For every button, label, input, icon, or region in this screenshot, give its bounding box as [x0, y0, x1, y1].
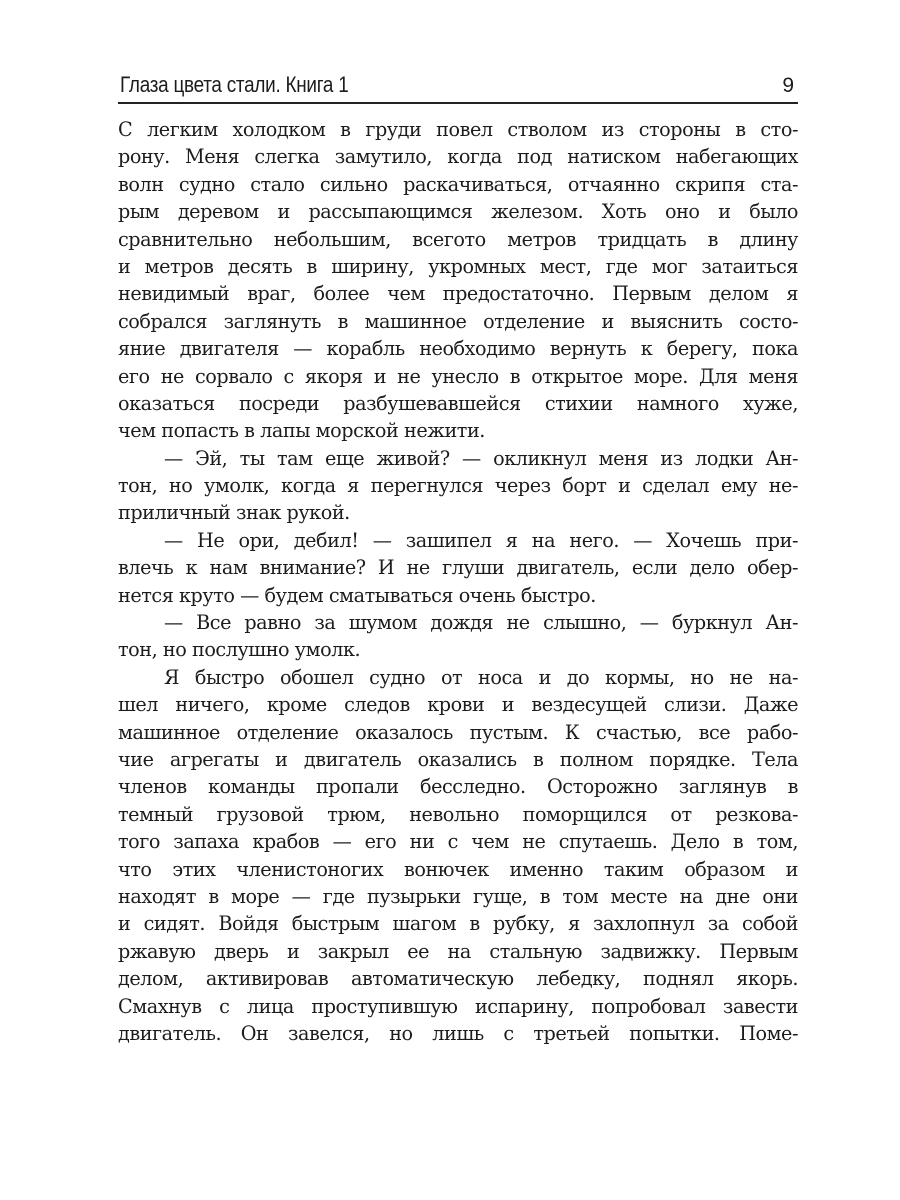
- running-title: Глаза цвета стали. Книга 1: [120, 72, 349, 97]
- text-line: — Не ори, дебил! — зашипел я на него. — Хочешь при-: [164, 528, 798, 552]
- running-header: [118, 68, 798, 104]
- text-line: темный грузовой трюм, невольно поморщился от резкова-: [118, 802, 798, 826]
- text-line: нется круто — будем сматываться очень быстро.: [118, 583, 596, 607]
- text-line: и метров десять в ширину, укромных мест, где мог затаиться: [118, 254, 798, 278]
- text-line: и сидят. Войдя быстрым шагом в рубку, я захлопнул за собой: [118, 912, 798, 936]
- text-line: Я быстро обошел судно от носа и до кормы, но не на-: [164, 665, 798, 689]
- text-line: невидимый враг, более чем предостаточно. Первым делом я: [118, 282, 798, 306]
- text-line: сравнительно небольшим, всегото метров тридцать в длину: [118, 227, 798, 251]
- text-line: рону. Меня слегка замутило, когда под натиском набегающих: [118, 145, 798, 169]
- text-line: С легким холодком в груди повел стволом из стороны в сто-: [118, 118, 798, 141]
- text-line: машинное отделение оказалось пустым. К счастью, все рабо-: [118, 720, 798, 744]
- text-line: ржавую дверь и закрыл ее на стальную задвижку. Первым: [118, 939, 798, 963]
- text-line: — Все равно за шумом дождя не слышно, — буркнул Ан-: [164, 611, 798, 635]
- text-line: делом, активировав автоматическую лебедку, поднял якорь.: [118, 967, 798, 991]
- text-line: членов команды пропали бесследно. Осторожно заглянув в: [118, 775, 798, 799]
- text-line: рым деревом и рассыпающимся железом. Хоть оно и было: [118, 200, 798, 224]
- text-line: яние двигателя — корабль необходимо вернуть к берегу, пока: [118, 337, 798, 361]
- text-line: двигатель. Он завелся, но лишь с третьей попытки. Поме-: [118, 1021, 798, 1045]
- text-line: приличный знак рукой.: [118, 501, 350, 525]
- text-line: — Эй, ты там еще живой? — окликнул меня из лодки Ан-: [164, 446, 798, 470]
- text-line: находят в море — где пузырьки гуще, в том месте на дне они: [118, 884, 798, 908]
- text-line: его не сорвало с якоря и не унесло в открытое море. Для меня: [118, 364, 798, 388]
- text-line: влечь к нам внимание? И не глуши двигатель, если дело обер-: [118, 556, 798, 580]
- text-line: тон, но послушно умолк.: [118, 638, 361, 662]
- text-line: Смахнув с лица проступившую испарину, попробовал завести: [118, 994, 798, 1018]
- text-line: чем попасть в лапы морской нежити.: [118, 419, 485, 443]
- text-line: волн судно стало сильно раскачиваться, отчаянно скрипя ста-: [118, 172, 798, 196]
- text-line: собрался заглянуть в машинное отделение и выяснить состо-: [118, 309, 798, 333]
- body-text: [118, 116, 798, 1047]
- text-line: шел ничего, кроме следов крови и вездесущей слизи. Даже: [118, 693, 798, 717]
- text-line: чие агрегаты и двигатель оказались в полном порядке. Тела: [118, 747, 798, 771]
- page-number: 9: [782, 74, 794, 97]
- text-line: оказаться посреди разбушевавшейся стихии намного хуже,: [118, 391, 798, 415]
- text-line: тон, но умолк, когда я перегнулся через борт и сделал ему не-: [118, 474, 798, 498]
- text-line: что этих членистоногих вонючек именно таким образом и: [118, 857, 798, 881]
- text-line: того запаха крабов — его ни с чем не спутаешь. Дело в том,: [118, 830, 798, 854]
